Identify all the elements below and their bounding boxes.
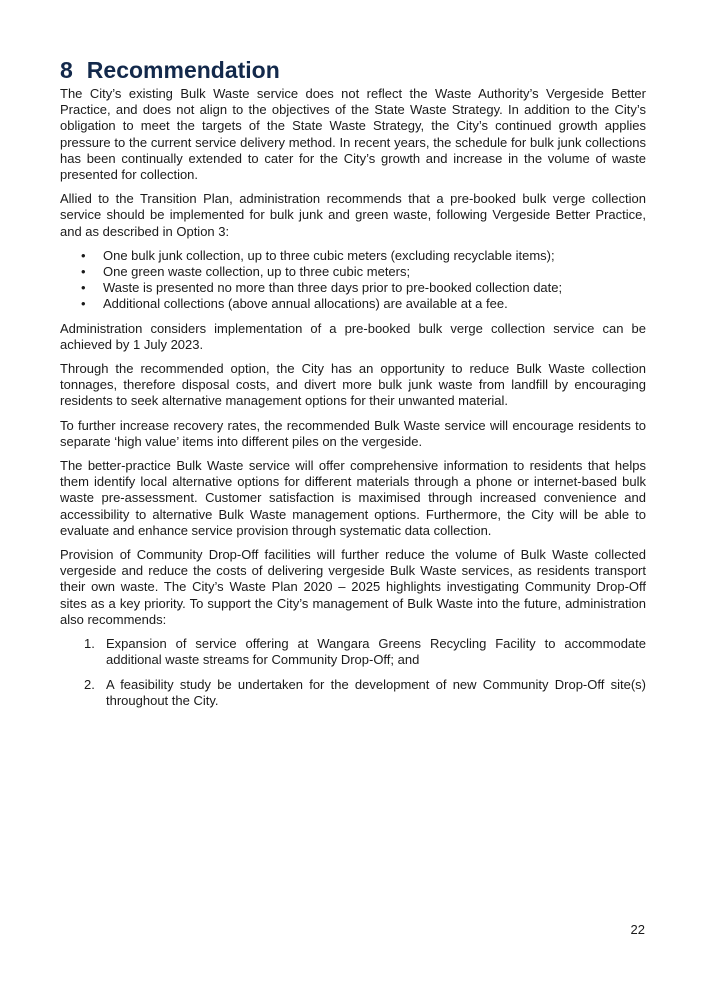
bullet-icon: • xyxy=(81,280,86,296)
bullet-item xyxy=(60,264,646,280)
paragraph: Administration considers implementation of a pre-booked bulk verge collection service can be achieved by 1 July 2023. xyxy=(60,320,646,352)
item-text: Expansion of service offering at Wangara Greens Recycling Facility to accommodate additional waste streams for Community Drop-Off; and xyxy=(106,636,646,668)
numbered-item xyxy=(60,677,646,709)
recommendation-numbered-list xyxy=(60,636,646,709)
bullet-icon: • xyxy=(81,264,86,280)
paragraph: The City’s existing Bulk Waste service does not reflect the Waste Authority’s Vergeside Better Practice, and does not align to the objectives of the State Waste Strategy. In addition to the City’s obligation to meet the targets of the State Waste Strategy, the City’s continued growth applies pressure to the current service delivery method. In recent years, the schedule for bulk junk collections has been continually extended to cater for the City’s growth and increase in the volume of waste presented for collection. xyxy=(60,86,646,183)
paragraph: Provision of Community Drop-Off facilities will further reduce the volume of Bulk Waste collected vergeside and reduce the costs of delivering vergeside Bulk Waste services, as residents transport their own waste. The City’s Waste Plan 2020 – 2025 highlights investigating Community Drop-Off sites as a key priority. To support the City’s management of Bulk Waste into the future, administration also recommends: xyxy=(60,547,646,627)
item-text: A feasibility study be undertaken for the development of new Community Drop-Off site(s) throughout the City. xyxy=(106,676,646,708)
item-number: 2. xyxy=(84,676,95,692)
paragraph: The better-practice Bulk Waste service will offer comprehensive information to residents that helps them identify local alternative options for different materials through a phone or internet-based bulk waste pre-assessment. Customer satisfaction is maximised through increased convenience and accessibility to alternative Bulk Waste management options. Furthermore, the City will be able to evaluate and enhance service provision through systematic data collection. xyxy=(60,458,646,538)
section-title: Recommendation xyxy=(86,57,280,83)
bullet-icon: • xyxy=(81,247,86,263)
bullet-text: Additional collections (above annual allocations) are available at a fee. xyxy=(103,296,508,312)
numbered-item xyxy=(60,636,646,668)
option-bullet-list xyxy=(60,248,646,313)
bullet-icon: • xyxy=(81,296,86,312)
bullet-item xyxy=(60,248,646,264)
page-number: 22 xyxy=(630,922,645,937)
bullet-item xyxy=(60,296,646,312)
section-number: 8 xyxy=(60,57,73,83)
bullet-text: One bulk junk collection, up to three cubic meters (excluding recyclable items); xyxy=(103,247,555,263)
bullet-text: Waste is presented no more than three days prior to pre-booked collection date; xyxy=(103,280,563,296)
paragraph: Allied to the Transition Plan, administration recommends that a pre-booked bulk verge collection service should be implemented for bulk junk and green waste, following Vergeside Better Practice, and as described in Option 3: xyxy=(60,191,646,239)
item-number: 1. xyxy=(84,636,95,652)
bullet-item xyxy=(60,280,646,296)
paragraph: Through the recommended option, the City has an opportunity to reduce Bulk Waste collection tonnages, therefore disposal costs, and divert more bulk junk waste from landfill by encouraging residents to seek alternative management options for their unwanted material. xyxy=(60,361,646,409)
paragraph: To further increase recovery rates, the recommended Bulk Waste service will encourage residents to separate ‘high value’ items into different piles on the vergeside. xyxy=(60,417,646,449)
section-heading xyxy=(60,56,646,84)
page-content xyxy=(60,56,646,717)
bullet-text: One green waste collection, up to three cubic meters; xyxy=(103,264,411,280)
